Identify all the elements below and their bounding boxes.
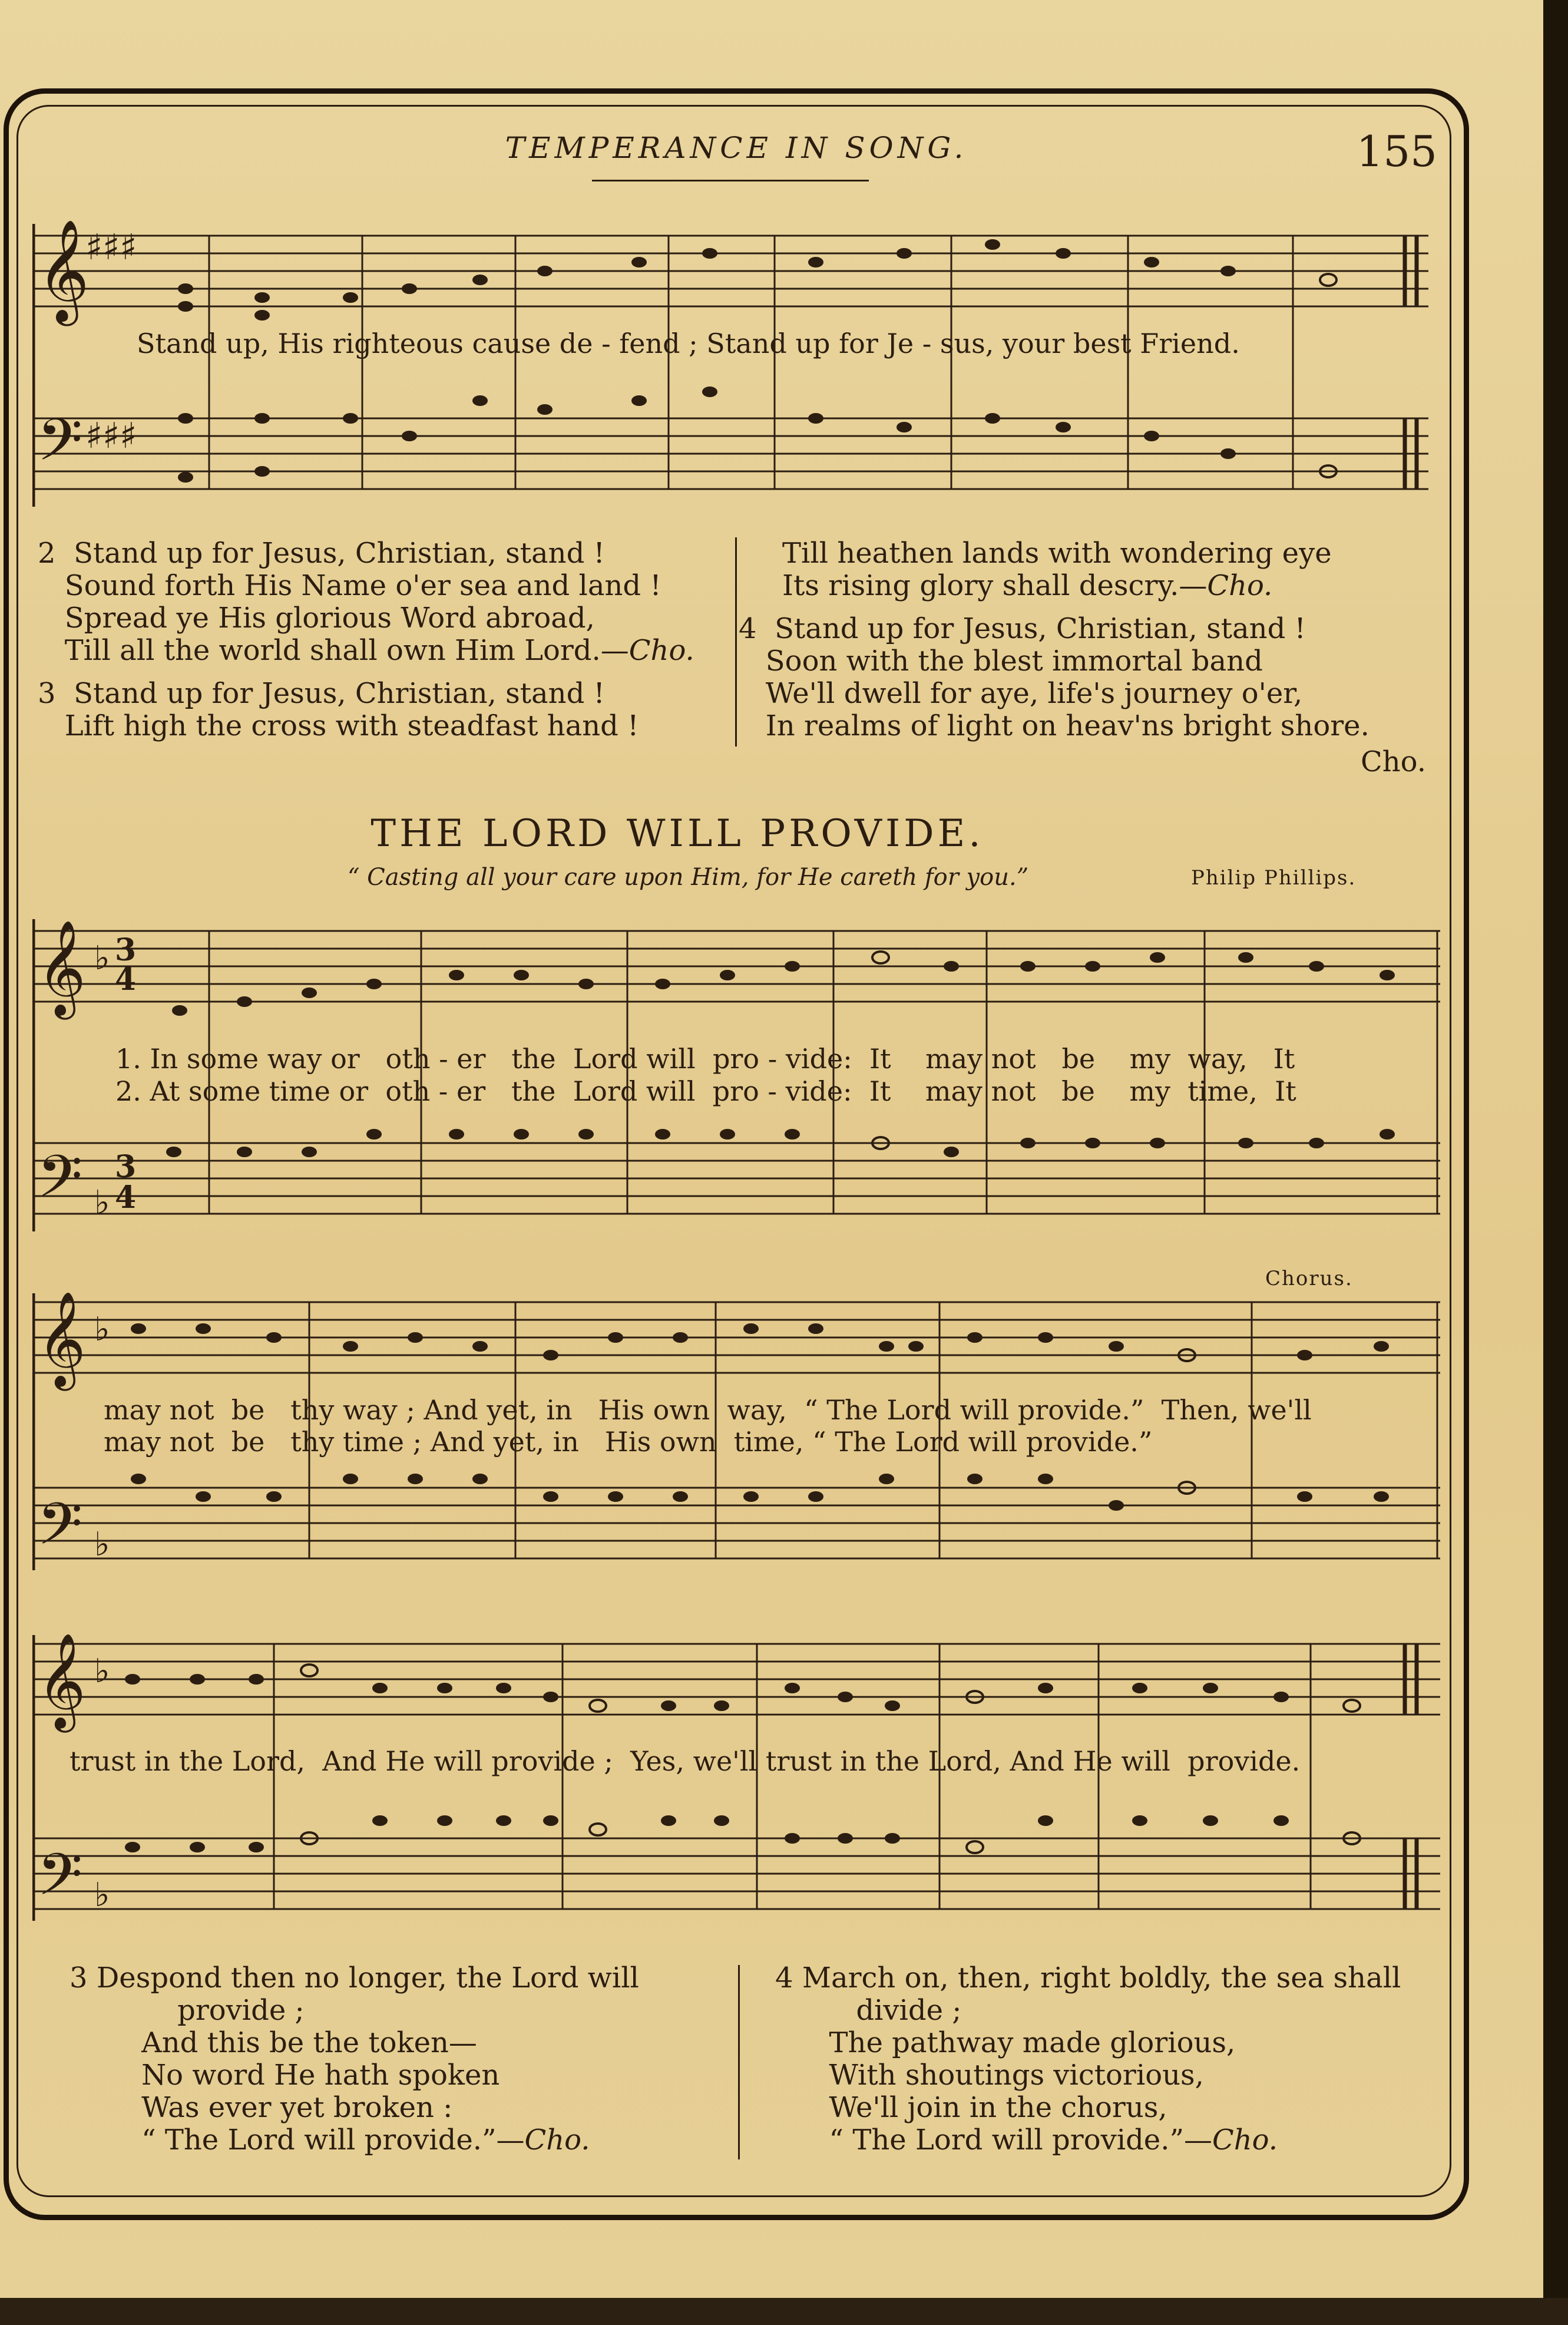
song-title: THE LORD WILL PROVIDE. [371, 812, 984, 856]
hymn1-verse-2: 2 Stand up for Jesus, Christian, stand ! Sound forth His Name o'er sea and land ! Spread ye His glorious Word abroad, Till all the world shall own Him Lord.—Cho. [38, 537, 694, 667]
running-head: TEMPERANCE IN SONG. [505, 131, 968, 165]
svg-text:3: 3 [115, 1149, 137, 1185]
svg-text:𝄞: 𝄞 [37, 1291, 86, 1387]
composer: Philip Phillips. [1191, 866, 1357, 890]
page-number: 155 [1356, 127, 1437, 176]
page-bottom-edge [0, 2298, 1568, 2325]
svg-text:♭: ♭ [94, 1525, 110, 1564]
hymn1-music-system [32, 189, 1440, 536]
svg-text:𝄞: 𝄞 [37, 920, 86, 1016]
svg-text:♯♯♯: ♯♯♯ [85, 415, 137, 457]
svg-text:𝄢: 𝄢 [37, 1491, 83, 1573]
hymn2-verse-3: 3 Despond then no longer, the Lord will provide ; And this be the token— No word He hath spoken Was ever yet broken : “ The Lord will provide.”—Cho. [70, 1961, 639, 2156]
svg-text:𝄞: 𝄞 [37, 219, 90, 322]
svg-text:♭: ♭ [94, 1310, 110, 1349]
svg-text:3: 3 [115, 932, 137, 968]
running-head-rule [592, 180, 869, 181]
svg-text:♭: ♭ [94, 1184, 110, 1222]
chorus-label: Chorus. [1265, 1267, 1353, 1290]
hymn2-music-system-3 [32, 1632, 1440, 1938]
svg-text:𝄢: 𝄢 [37, 407, 83, 488]
hymn2-lyric-verse2-row2: may not be thy time ; And yet, in His own time, “ The Lord will provide.” [104, 1426, 1153, 1458]
hymn1-verse-4: 4 Stand up for Jesus, Christian, stand ! Soon with the blest immortal band We'll dwell for aye, life's journey o'er, In realms of light on heav'ns bright shore. [739, 612, 1369, 742]
hymn1-verse-3: 3 Stand up for Jesus, Christian, stand ! Lift high the cross with steadfast hand ! [38, 677, 639, 742]
hymn1-verse-4-cho: Cho. [1361, 745, 1426, 778]
svg-text:♭: ♭ [94, 939, 110, 977]
hymn1-lyric-line: Stand up, His righteous cause de - fend ; Stand up for Je - sus, your best Friend. [137, 328, 1240, 359]
epigraph: “ Casting all your care upon Him, for He careth for you.” [348, 864, 1029, 891]
hymn2-lyric-verse2-row1: 2. At some time or oth - er the Lord will pro - vide: It may not be my time, It [115, 1075, 1296, 1107]
svg-text:𝄞: 𝄞 [37, 1633, 86, 1729]
svg-text:♭: ♭ [94, 1876, 110, 1914]
svg-text:♭: ♭ [94, 1652, 110, 1690]
svg-text:4: 4 [115, 962, 137, 998]
svg-text:𝄢: 𝄢 [37, 1143, 83, 1225]
svg-text:4: 4 [115, 1180, 137, 1216]
svg-text:♯♯♯: ♯♯♯ [85, 227, 137, 268]
hymn2-lyric-verse1-row2: may not be thy way ; And yet, in His own way, “ The Lord will provide.” Then, we'll [104, 1394, 1312, 1426]
page-edge-shadow [1543, 0, 1568, 2325]
hymn2-column-divider [738, 1965, 740, 2159]
hymn1-verse-2-continued: Till heathen lands with wondering eye Its rising glory shall descry.—Cho. [782, 537, 1332, 602]
svg-text:𝄢: 𝄢 [37, 1841, 83, 1923]
hymn1-column-divider [735, 537, 737, 747]
hymn2-verse-4: 4 March on, then, right boldly, the sea shall divide ; The pathway made glorious, With shoutings victorious, We'll join in the chorus, “ The Lord will provide.”—Cho. [775, 1961, 1401, 2156]
hymn2-lyric-row3: trust in the Lord, And He will provide ; Yes, we'll trust in the Lord, And He will provide. [70, 1745, 1301, 1777]
hymn2-lyric-verse1-row1: 1. In some way or oth - er the Lord will pro - vide: It may not be my way, It [115, 1043, 1295, 1075]
